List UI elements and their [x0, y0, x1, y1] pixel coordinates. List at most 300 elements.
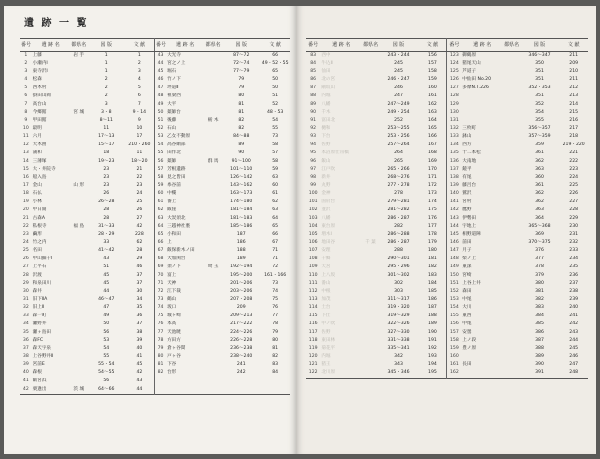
site-name: 坪道Ⅱ [167, 85, 179, 91]
plate-ref: 388 [535, 345, 544, 351]
site-name: 中日開 [32, 207, 47, 213]
site-name: 鏡平 [462, 166, 472, 172]
literature-ref: 63 [272, 207, 279, 213]
site-number: 122 [308, 370, 318, 376]
literature-ref: 43 [136, 378, 143, 384]
prefecture: 福 島 [73, 223, 85, 229]
column-header: 遺 跡 名 [461, 39, 503, 52]
site-name: 下台 [321, 134, 331, 140]
site-number: 111 [308, 280, 318, 286]
prefecture [503, 68, 520, 76]
site-name: 森天字泉 [32, 345, 52, 351]
prefecture [503, 76, 520, 84]
literature-ref: 238 [569, 288, 579, 294]
prefecture [70, 369, 88, 377]
plate-ref: 47 [103, 305, 110, 311]
site-number: 98 [310, 174, 317, 180]
site-number: 38 [22, 353, 29, 359]
plate-ref: 247 [394, 93, 403, 99]
plate-ref: 286・287 [387, 215, 410, 221]
site-number: 12 [22, 142, 29, 148]
table-row [20, 52, 290, 61]
site-number: 125 [447, 68, 461, 76]
literature-ref: 160 [428, 85, 437, 91]
site-table-right [306, 38, 588, 379]
site-name: 牛込Ⅱ [321, 60, 333, 66]
site-name: 安理 [321, 248, 331, 254]
plate-ref: 19～23 [98, 158, 115, 164]
plate-ref: 226～228 [230, 337, 253, 343]
site-number: 87 [310, 85, 317, 91]
table-row [306, 288, 588, 296]
site-name: 豊ノ原 [462, 345, 477, 351]
site-number: 81 [154, 361, 166, 369]
prefecture [362, 353, 379, 361]
site-number: 64 [154, 223, 166, 231]
table-row [306, 247, 588, 255]
literature-ref: 4 [137, 77, 141, 83]
prefecture [362, 345, 379, 353]
literature-ref: 58 [272, 142, 279, 148]
site-name: 芦道子 [462, 69, 477, 75]
literature-ref: 50 [272, 85, 279, 91]
site-number: 129 [447, 101, 461, 109]
site-number: 107 [308, 248, 318, 254]
plate-ref: 101～110 [230, 166, 253, 172]
site-name: 安曇 [462, 329, 472, 335]
column-header: 番号 [20, 39, 32, 52]
literature-ref: 223 [569, 166, 579, 172]
site-number: 24 [22, 240, 29, 245]
prefecture [503, 117, 520, 125]
site-name: 富田北 [321, 117, 336, 123]
plate-ref: 1 [104, 52, 108, 58]
prefecture [204, 272, 222, 280]
site-name: 上藤 [32, 52, 42, 58]
prefecture [503, 174, 520, 182]
literature-ref: 44 [136, 386, 143, 392]
literature-ref: 21 [136, 166, 143, 172]
site-name [166, 378, 204, 386]
plate-ref: 2 [104, 85, 108, 91]
plate-ref: 390 [535, 362, 544, 368]
site-number: 80 [154, 353, 166, 361]
plate-ref: 246 [394, 85, 403, 91]
plate-ref: 238～240 [230, 353, 253, 359]
prefecture [362, 52, 379, 61]
literature-ref: 211 [569, 77, 579, 83]
site-name: 薬師 [167, 158, 177, 164]
prefecture [204, 296, 222, 304]
prefecture [204, 288, 222, 296]
site-number: 78 [154, 337, 166, 345]
prefecture [204, 60, 222, 68]
site-name: 樋和 [321, 126, 331, 132]
plate-ref: 389 [535, 353, 544, 359]
site-name: 仙田 [321, 69, 331, 75]
table-row [306, 182, 588, 190]
site-name: 鶴山 [167, 296, 177, 302]
table-row [20, 76, 290, 84]
prefecture [503, 182, 520, 190]
prefecture [503, 133, 520, 141]
prefecture: 千 葉 [365, 240, 376, 245]
site-number: 102 [308, 207, 318, 213]
plate-ref: 217～222 [230, 321, 253, 327]
prefecture [204, 239, 222, 247]
plate-ref: 377 [535, 256, 544, 262]
site-name: 名田 [32, 248, 42, 254]
table-row [20, 296, 290, 304]
site-number: 15 [22, 166, 29, 172]
prefecture [70, 142, 88, 150]
plate-ref: 356～357 [528, 126, 551, 132]
literature-ref: 187 [428, 305, 437, 311]
site-name: 森田 [462, 288, 472, 294]
site-number: 67 [154, 247, 166, 255]
literature-ref: 227 [569, 199, 579, 205]
literature-ref: 18～20 [131, 158, 148, 164]
table-row [20, 125, 290, 133]
column-header: 番号 [154, 39, 166, 52]
site-number: 59 [154, 182, 166, 190]
plate-ref: 355 [535, 117, 544, 123]
plate-ref: 181～184 [230, 207, 253, 213]
site-number: 147 [447, 247, 461, 255]
plate-ref: 265・266 [387, 166, 410, 172]
literature-ref: 61 [272, 191, 279, 197]
plate-ref: 279～281 [387, 199, 410, 205]
prefecture [70, 256, 88, 264]
literature-ref: 55 [272, 126, 279, 132]
plate-ref: 245 [394, 60, 403, 66]
site-number: 85 [310, 69, 317, 75]
plate-ref: 53 [103, 337, 110, 343]
prefecture [362, 223, 379, 231]
literature-ref: 22 [136, 174, 143, 180]
plate-ref: 87～72 [233, 52, 250, 58]
site-name: 瀬野井 [32, 321, 47, 327]
prefecture [70, 190, 88, 198]
prefecture [362, 337, 379, 345]
plate-ref: 277・278 [387, 183, 410, 189]
table-row [20, 199, 290, 207]
plate-ref: 286・287 [387, 240, 410, 245]
literature-ref: 192 [428, 345, 437, 351]
table-row [306, 215, 588, 223]
plate-ref: 49 [103, 313, 110, 319]
plate-ref: 80 [238, 93, 245, 99]
plate-ref: 2 [104, 77, 108, 83]
site-name: 飯山 [321, 158, 331, 164]
literature-ref: 211 [569, 52, 579, 58]
site-number: 86 [310, 77, 317, 83]
table-row [306, 321, 588, 329]
literature-ref: 66 [272, 231, 279, 237]
prefecture: 茨 城 [73, 386, 85, 392]
site-number: 92 [310, 126, 317, 132]
site-number: 133 [447, 133, 461, 141]
site-name: 東深 [462, 264, 472, 270]
site-name [461, 117, 503, 125]
table-row [306, 93, 588, 101]
site-number: 116 [308, 321, 318, 327]
site-number: 152 [447, 288, 461, 296]
plate-ref: 50 [103, 321, 110, 327]
site-name: 中仙田 No.20 [462, 77, 492, 83]
table-row [306, 231, 588, 239]
site-name: 中尾 [462, 296, 472, 302]
plate-ref: 44 [103, 288, 110, 294]
site-number: 79 [154, 345, 166, 353]
table-row [20, 93, 290, 101]
site-number: 154 [447, 304, 461, 312]
plate-ref: 143～162 [230, 183, 253, 189]
prefecture [503, 190, 520, 198]
site-name: 三薄塚 [32, 158, 47, 164]
site-name: 天池暁 [167, 329, 181, 335]
site-number: 62 [154, 207, 166, 215]
plate-ref: 203～206 [230, 288, 253, 294]
site-name: 並沢 [321, 207, 331, 213]
site-number: 83 [310, 52, 317, 58]
plate-ref: 290～301 [387, 256, 410, 262]
site-name: 鷲沢 [462, 191, 472, 197]
prefecture [70, 199, 88, 207]
site-name: 宮之ノ上 [167, 60, 186, 66]
prefecture [70, 345, 88, 353]
site-name [461, 93, 503, 101]
site-name: 大・井院寺 [32, 166, 56, 172]
table-row [306, 337, 588, 345]
table-row [20, 142, 290, 150]
site-number: 117 [308, 329, 318, 335]
site-name: 宇地上 [462, 223, 477, 229]
prefecture [70, 337, 88, 345]
prefecture [70, 125, 88, 133]
prefecture [503, 329, 520, 337]
site-name: 東寺沢Ⅰ [32, 69, 48, 75]
plate-ref: 351 [535, 77, 544, 83]
plate-ref: 387 [535, 337, 544, 343]
site-number: 18 [22, 191, 29, 197]
site-name: 上 [167, 240, 172, 245]
site-number: 144 [447, 223, 461, 231]
plate-ref: 43 [103, 256, 110, 262]
site-name: 長田 [462, 362, 472, 368]
plate-ref: 268～276 [387, 174, 410, 180]
column-header: 遺 跡 名 [32, 39, 70, 52]
column-header: 文 献 [559, 39, 588, 52]
site-name: 森FC [32, 337, 44, 343]
plate-ref: 54～55 [98, 370, 115, 376]
literature-ref: 5 [137, 85, 141, 91]
prefecture [362, 190, 379, 198]
plate-ref: 281～282 [387, 207, 410, 213]
plate-ref: 243・244 [387, 52, 410, 58]
literature-ref: 167 [428, 142, 437, 148]
prefecture [362, 369, 379, 378]
prefecture [362, 304, 379, 312]
literature-ref: 162 [428, 101, 437, 107]
prefecture [503, 52, 520, 61]
plate-ref: 189 [236, 256, 246, 262]
site-name: 甲田館 [32, 117, 47, 123]
table-row [20, 304, 290, 312]
plate-ref: 242 [236, 370, 246, 376]
site-name: 森井 [32, 288, 42, 294]
table-row [306, 142, 588, 150]
prefecture [362, 109, 379, 117]
site-number: 130 [447, 109, 461, 117]
prefecture [204, 223, 222, 231]
prefecture [70, 378, 88, 386]
table-row [306, 133, 588, 141]
prefecture [362, 313, 379, 321]
table-row [20, 247, 290, 255]
prefecture [70, 231, 88, 239]
literature-ref: 42 [136, 370, 143, 376]
site-number: 126 [447, 76, 461, 84]
column-header: 番号 [306, 39, 320, 52]
table-row [20, 361, 290, 369]
plate-ref: 89 [238, 142, 245, 148]
site-number: 11 [22, 134, 29, 140]
plate-ref: 363 [535, 166, 544, 172]
site-number: 2 [24, 60, 28, 66]
table-row [306, 272, 588, 280]
plate-ref: 249・254 [387, 109, 410, 115]
plate-ref: 187 [236, 231, 246, 237]
plate-ref: 351 [535, 69, 544, 75]
literature-ref: 215 [569, 109, 579, 115]
literature-ref: 213 [569, 93, 579, 99]
plate-ref: 72～74 [233, 60, 250, 66]
site-number: 89 [310, 101, 317, 107]
site-number: 90 [310, 109, 317, 115]
site-name: 剛坂山 [321, 85, 336, 91]
prefecture [503, 288, 520, 296]
literature-ref [260, 378, 290, 386]
site-number: 25 [22, 248, 29, 254]
site-number: 121 [308, 362, 318, 368]
plate-ref: 253・256 [387, 134, 410, 140]
plate-ref: 45 [103, 272, 110, 278]
prefecture [70, 133, 88, 141]
site-name: 東西 [462, 313, 472, 319]
plate-ref: 295・296 [387, 264, 410, 270]
prefecture [503, 256, 520, 264]
table-row [306, 280, 588, 288]
site-name: 国府台 [321, 199, 336, 205]
literature-ref: 156 [428, 52, 437, 58]
site-name: 伊勢田 [462, 215, 477, 221]
site-name: 北の宮 [321, 77, 336, 83]
literature-ref: 228 [569, 207, 579, 213]
literature-ref: 161・166 [264, 272, 287, 278]
site-name: 石仏 [32, 191, 42, 197]
site-number: 7 [24, 101, 28, 107]
literature-ref: 246 [569, 353, 579, 359]
literature-ref: 229 [569, 215, 579, 221]
table-row [20, 272, 290, 280]
site-number: 37 [22, 345, 29, 351]
plate-ref: 79 [238, 85, 245, 91]
plate-ref: 28・29 [98, 231, 115, 237]
prefecture [204, 76, 222, 84]
prefecture [204, 150, 222, 158]
plate-ref: 365～368 [528, 223, 551, 229]
plate-ref: 360 [535, 174, 544, 180]
table-row [20, 158, 290, 166]
site-number: 27 [22, 264, 29, 270]
plate-ref: 55 [103, 353, 110, 359]
literature-ref: 217 [569, 126, 579, 132]
prefecture [204, 369, 222, 377]
literature-ref: 62 [136, 240, 143, 245]
site-name: 加茂 [321, 296, 331, 302]
column-header: 文 献 [418, 39, 447, 52]
literature-ref: 81 [272, 345, 279, 351]
literature-ref: 170 [428, 166, 437, 172]
site-number: 14 [22, 158, 29, 164]
prefecture [204, 321, 222, 329]
plate-ref: 381 [535, 288, 544, 294]
site-number: 69 [154, 264, 166, 272]
site-name: 乙女不動原 [167, 134, 191, 140]
site-name: 下仕 [321, 313, 331, 319]
literature-ref: 158 [428, 69, 437, 75]
literature-ref: 189 [428, 321, 437, 327]
table-row [306, 296, 588, 304]
plate-ref [222, 386, 260, 395]
page-title: 遺 跡 一 覧 [24, 18, 89, 29]
plate-ref: 369 [535, 231, 544, 237]
prefecture [70, 296, 88, 304]
site-number: 141 [447, 199, 461, 207]
plate-ref: 56 [103, 329, 110, 335]
site-number: 55 [154, 150, 166, 158]
literature-ref: 79 [272, 329, 279, 335]
prefecture [503, 337, 520, 345]
literature-ref: 214 [569, 101, 579, 107]
site-number: 44 [154, 60, 166, 68]
plate-ref: 241 [236, 362, 246, 368]
site-name: 宮前E [32, 362, 45, 368]
table-row [20, 231, 290, 239]
site-number: 47 [154, 85, 166, 93]
literature-ref: 9 [137, 117, 141, 123]
prefecture: 山 形 [73, 183, 85, 189]
site-name: 江戸吹 [321, 166, 336, 172]
plate-ref: 174～180 [230, 199, 253, 205]
literature-ref: 25 [136, 199, 143, 205]
prefecture [204, 109, 222, 117]
site-number: 35 [22, 329, 29, 335]
site-number: 42 [22, 386, 29, 392]
literature-ref: 193 [428, 353, 437, 359]
plate-ref: 351 [535, 93, 544, 99]
site-name: 古森A [32, 215, 45, 221]
literature-ref: 210・260 [128, 142, 151, 148]
column-header: 図 版 [88, 39, 125, 52]
prefecture [204, 190, 222, 198]
plate-ref: 282 [394, 223, 403, 229]
prefecture [362, 150, 379, 158]
site-name: 森根 [32, 370, 42, 376]
site-name: 大光寺 [167, 52, 181, 58]
table-row [306, 76, 588, 84]
